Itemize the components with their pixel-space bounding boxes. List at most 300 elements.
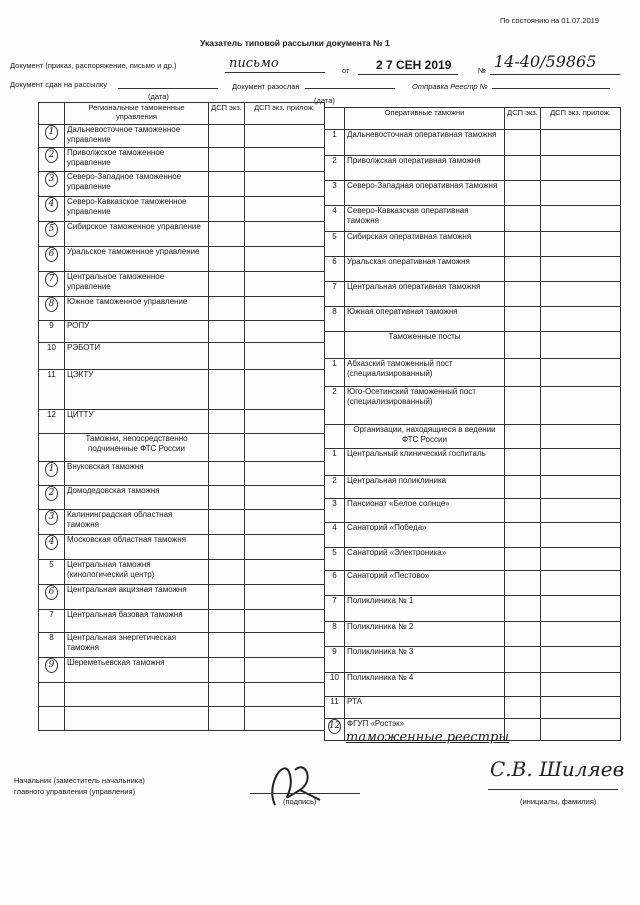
- org-name-cell: Уральская оперативная таможня: [345, 257, 505, 282]
- header-cell-dsp-att: ДСП экз. прилож.: [245, 103, 325, 125]
- row-number: 2: [332, 156, 337, 165]
- org-name-cell: Дальневосточная оперативная таможня: [345, 130, 505, 156]
- dsp-copies-cell: [209, 510, 245, 535]
- section-heading-cell: Таможни, непосредственно подчиненные ФТС России: [65, 434, 209, 462]
- row-number-cell: [325, 387, 345, 425]
- section-heading-cell: Таможенные посты: [345, 332, 505, 359]
- org-name-cell: Шереметьевская таможня: [65, 658, 209, 683]
- row-number-cell: [325, 257, 345, 282]
- row-number: 1: [332, 449, 337, 458]
- org-name-cell: Пансионат «Белое солнце»: [345, 499, 505, 523]
- dsp-attachment-cell: [541, 622, 621, 647]
- signature-caption: (подпись): [283, 797, 317, 806]
- circled-mark: 1: [45, 462, 58, 477]
- row-number-cell: [325, 425, 345, 449]
- org-name-cell: РТА: [345, 697, 505, 719]
- row-number-cell: [39, 683, 65, 707]
- row-number: 11: [47, 370, 56, 379]
- dsp-copies-cell: [209, 172, 245, 197]
- dsp-attachment-cell: [541, 332, 621, 359]
- row-number-cell: [39, 125, 65, 148]
- dsp-attachment-cell: [245, 222, 325, 247]
- row-number: 3: [332, 181, 337, 190]
- row-number-cell: [325, 282, 345, 307]
- row-number: 4: [332, 523, 337, 532]
- name-line: [488, 789, 618, 790]
- dsp-copies-cell: [505, 425, 541, 449]
- row-number: 6: [332, 257, 337, 266]
- row-number-cell: [325, 181, 345, 206]
- dsp-attachment-cell: [245, 486, 325, 510]
- row-number: 8: [332, 622, 337, 631]
- dsp-copies-cell: [505, 282, 541, 307]
- head-label-1: Начальник (заместитель начальника): [14, 776, 145, 785]
- doc-date-field: [358, 60, 458, 75]
- dsp-copies-cell: [505, 332, 541, 359]
- header-cell-num: [325, 108, 345, 130]
- org-name-cell: Сибирская оперативная таможня: [345, 232, 505, 257]
- sent-label: Документ сдан на рассылку: [10, 80, 107, 89]
- row-number-cell: [325, 571, 345, 596]
- dsp-attachment-cell: [245, 585, 325, 610]
- row-number-cell: [39, 370, 65, 410]
- org-name-cell: ЦЭКТУ: [65, 370, 209, 410]
- table-row: [325, 181, 621, 206]
- dsp-copies-cell: [209, 197, 245, 222]
- row-number-cell: [39, 343, 65, 370]
- table-row: [39, 658, 325, 683]
- row-number-cell: [325, 499, 345, 523]
- row-number: 10: [47, 343, 56, 352]
- table-row: [325, 647, 621, 673]
- org-name-cell: Поликлиника № 2: [345, 622, 505, 647]
- row-number-cell: [39, 510, 65, 535]
- dsp-copies-cell: [209, 683, 245, 707]
- table-row: [39, 510, 325, 535]
- dsp-copies-cell: [505, 697, 541, 719]
- dsp-attachment-cell: [541, 257, 621, 282]
- row-number-cell: [39, 560, 65, 585]
- dsp-copies-cell: [209, 125, 245, 148]
- row-number: 5: [49, 560, 54, 569]
- org-name-cell: Абхазский таможенный пост (специализированный): [345, 359, 505, 387]
- row-number: 2: [332, 476, 337, 485]
- dsp-attachment-cell: [541, 232, 621, 257]
- registry-line: [492, 88, 610, 89]
- table-row: [39, 462, 325, 486]
- dsp-attachment-cell: [245, 321, 325, 343]
- org-name-cell: Южное таможенное управление: [65, 297, 209, 321]
- org-name-cell: Северо-Западное таможенное управление: [65, 172, 209, 197]
- row-number-cell: [325, 523, 345, 548]
- org-name-cell: Уральское таможенное управление: [65, 247, 209, 272]
- row-number-cell: [325, 232, 345, 257]
- row-number-cell: [325, 673, 345, 697]
- dsp-copies-cell: [505, 571, 541, 596]
- table-row: [325, 596, 621, 622]
- org-name-cell: Приволжская оперативная таможня: [345, 156, 505, 181]
- dsp-attachment-cell: [245, 510, 325, 535]
- dsp-attachment-cell: [245, 148, 325, 172]
- circled-mark: 6: [45, 585, 58, 600]
- row-number: 5: [332, 232, 337, 241]
- dsp-copies-cell: [505, 387, 541, 425]
- dsp-attachment-cell: [245, 297, 325, 321]
- row-number: 1: [332, 359, 337, 368]
- table-row: [325, 449, 621, 476]
- dsp-attachment-cell: [245, 172, 325, 197]
- dsp-attachment-cell: [245, 633, 325, 658]
- operational-customs-table: [324, 107, 621, 741]
- table-row: [325, 571, 621, 596]
- dsp-copies-cell: [209, 222, 245, 247]
- org-name-cell: ФГУП «Ростэк»: [345, 719, 505, 741]
- dsp-attachment-cell: [541, 499, 621, 523]
- dsp-copies-cell: [209, 535, 245, 560]
- dsp-attachment-cell: [245, 410, 325, 434]
- row-number: 1: [332, 130, 337, 139]
- dsp-attachment-cell: [541, 307, 621, 332]
- dsp-copies-cell: [209, 462, 245, 486]
- row-number-cell: [325, 206, 345, 232]
- dsp-attachment-cell: [541, 523, 621, 548]
- org-name-cell: Московская областная таможня: [65, 535, 209, 560]
- table-row: [39, 370, 325, 410]
- dsp-attachment-cell: [541, 156, 621, 181]
- org-name-cell: Поликлиника № 1: [345, 596, 505, 622]
- org-name-cell: Санаторий «Пестово»: [345, 571, 505, 596]
- row-number: 5: [332, 548, 337, 557]
- table-row: [325, 307, 621, 332]
- dsp-copies-cell: [505, 232, 541, 257]
- dsp-attachment-cell: [245, 535, 325, 560]
- sent-by-line: [305, 88, 395, 89]
- dsp-copies-cell: [505, 622, 541, 647]
- table-row: [39, 172, 325, 197]
- org-name-cell: Северо-Западная оперативная таможня: [345, 181, 505, 206]
- table-row: [325, 425, 621, 449]
- table-row: [325, 622, 621, 647]
- header-cell-num: [39, 103, 65, 125]
- dsp-copies-cell: [209, 585, 245, 610]
- org-name-cell: Центральный клинический госпиталь: [345, 449, 505, 476]
- dsp-copies-cell: [505, 523, 541, 548]
- dsp-copies-cell: [209, 707, 245, 731]
- dsp-copies-cell: [209, 343, 245, 370]
- org-name-cell: [65, 683, 209, 707]
- table-row: [325, 387, 621, 425]
- row-number-cell: [325, 548, 345, 571]
- row-number-cell: [325, 449, 345, 476]
- org-name-cell: Домодедовская таможня: [65, 486, 209, 510]
- table-row: [39, 148, 325, 172]
- date-from-label: от: [342, 66, 350, 75]
- dsp-copies-cell: [209, 297, 245, 321]
- table-row: [39, 560, 325, 585]
- row-number-cell: [325, 307, 345, 332]
- dsp-copies-cell: [209, 434, 245, 462]
- sent-date-line: [118, 88, 218, 89]
- dsp-attachment-cell: [245, 370, 325, 410]
- dsp-copies-cell: [505, 359, 541, 387]
- row-number-cell: [39, 148, 65, 172]
- dsp-copies-cell: [505, 596, 541, 622]
- header-cell-dsp-att: ДСП экз. прилож.: [541, 108, 621, 130]
- dsp-attachment-cell: [541, 719, 621, 741]
- org-name-cell: Приволжское таможенное управление: [65, 148, 209, 172]
- header-cell-name: Оперативные таможни: [345, 108, 505, 130]
- dsp-copies-cell: [209, 410, 245, 434]
- dsp-copies-cell: [209, 370, 245, 410]
- row-number: 8: [49, 633, 54, 642]
- row-number: 8: [332, 307, 337, 316]
- org-name-cell: Центральная энергетическая таможня: [65, 633, 209, 658]
- dsp-copies-cell: [209, 247, 245, 272]
- dsp-copies-cell: [209, 486, 245, 510]
- table-row: [39, 247, 325, 272]
- dsp-attachment-cell: [245, 560, 325, 585]
- table-row: [325, 156, 621, 181]
- circled-mark: 2: [45, 148, 58, 163]
- row-number-cell: [325, 719, 345, 741]
- row-number-cell: [325, 156, 345, 181]
- org-name-cell: Центральная таможня (кинологический центр): [65, 560, 209, 585]
- row-number: 7: [332, 282, 337, 291]
- row-number: 6: [332, 571, 337, 580]
- dsp-copies-cell: [209, 610, 245, 633]
- row-number-cell: [39, 658, 65, 683]
- row-number-cell: [39, 633, 65, 658]
- table-row: [39, 633, 325, 658]
- row-number-cell: [39, 585, 65, 610]
- table-row: [39, 321, 325, 343]
- table-row: [325, 499, 621, 523]
- dsp-attachment-cell: [245, 343, 325, 370]
- table-row: [39, 222, 325, 247]
- org-name-cell: РЭБОТИ: [65, 343, 209, 370]
- table-row: [325, 548, 621, 571]
- table-row: [39, 683, 325, 707]
- row-number-cell: [39, 197, 65, 222]
- row-number-cell: [325, 359, 345, 387]
- dsp-attachment-cell: [245, 125, 325, 148]
- table-row: [325, 206, 621, 232]
- circled-mark: 1: [45, 125, 58, 140]
- doc-type-value: письмо: [229, 56, 279, 71]
- dsp-attachment-cell: [541, 425, 621, 449]
- row-number-cell: [325, 130, 345, 156]
- row-number-cell: [325, 622, 345, 647]
- org-name-cell: Калининградская областная таможня: [65, 510, 209, 535]
- table-row: [39, 610, 325, 633]
- table-row: [39, 197, 325, 222]
- table-row: [325, 130, 621, 156]
- circled-mark: 6: [45, 247, 58, 262]
- org-name-cell: Поликлиника № 4: [345, 673, 505, 697]
- org-name-cell: Центральное таможенное управление: [65, 272, 209, 297]
- dsp-copies-cell: [505, 548, 541, 571]
- dsp-attachment-cell: [245, 658, 325, 683]
- org-name-cell: Поликлиника № 3: [345, 647, 505, 673]
- dsp-attachment-cell: [245, 197, 325, 222]
- org-name-cell: Южная оперативная таможня: [345, 307, 505, 332]
- regional-customs-table: [38, 102, 325, 731]
- dsp-copies-cell: [505, 673, 541, 697]
- page-title: Указатель типовой рассылки документа № 1: [200, 38, 390, 48]
- row-number-cell: [39, 610, 65, 633]
- org-name-cell: Северо-Кавказская оперативная таможня: [345, 206, 505, 232]
- dsp-copies-cell: [209, 658, 245, 683]
- dsp-copies-cell: [505, 449, 541, 476]
- circled-mark: 9: [45, 658, 58, 673]
- circled-mark: 3: [45, 172, 58, 187]
- dsp-copies-cell: [505, 647, 541, 673]
- table-row: [39, 535, 325, 560]
- table-row: [325, 673, 621, 697]
- row-number: 4: [332, 206, 337, 215]
- status-date: По состоянию на 01.07.2019: [500, 16, 599, 25]
- circled-mark: 7: [45, 272, 58, 287]
- org-name-cell: Санаторий «Победа»: [345, 523, 505, 548]
- header-cell-dsp: ДСП экз.: [209, 103, 245, 125]
- dsp-attachment-cell: [245, 683, 325, 707]
- row-number-cell: [325, 647, 345, 673]
- dsp-copies-cell: [505, 206, 541, 232]
- doc-date-stamp: 2 7 СЕН 2019: [376, 58, 452, 72]
- row-number: 2: [332, 387, 337, 396]
- dsp-attachment-cell: [541, 476, 621, 499]
- row-number: 7: [49, 610, 54, 619]
- name-caption: (инициалы, фамилия): [520, 797, 597, 806]
- org-name-cell: ЦИТТУ: [65, 410, 209, 434]
- table-row: [39, 410, 325, 434]
- table-row: [325, 332, 621, 359]
- section-heading-cell: Организации, находящиеся в ведении ФТС России: [345, 425, 505, 449]
- table-header-row: [325, 108, 621, 130]
- table-row: [325, 523, 621, 548]
- org-name-cell: Центральная акцизная таможня: [65, 585, 209, 610]
- row-number-cell: [39, 297, 65, 321]
- org-name-cell: Северо-Кавказское таможенное управление: [65, 197, 209, 222]
- dsp-attachment-cell: [541, 673, 621, 697]
- circled-mark: 12: [328, 719, 341, 734]
- dsp-copies-cell: [505, 719, 541, 741]
- doc-type-label: Документ (приказ, распоряжение, письмо и др.): [10, 61, 177, 70]
- header-cell-dsp: ДСП экз.: [505, 108, 541, 130]
- circled-mark: 3: [45, 510, 58, 525]
- row-number-cell: [325, 697, 345, 719]
- dsp-attachment-cell: [245, 247, 325, 272]
- sent-by-label: Документ разослан: [232, 82, 300, 91]
- org-name-cell: Сибирское таможенное управление: [65, 222, 209, 247]
- row-number: 3: [332, 499, 337, 508]
- org-name-cell: Центральная поликлиника: [345, 476, 505, 499]
- row-number-cell: [39, 410, 65, 434]
- table-row: [39, 125, 325, 148]
- dsp-attachment-cell: [541, 449, 621, 476]
- table-row: [325, 232, 621, 257]
- dsp-attachment-cell: [541, 571, 621, 596]
- table-row: [39, 585, 325, 610]
- circled-mark: 4: [45, 535, 58, 550]
- row-number: 10: [330, 673, 339, 682]
- row-number-cell: [39, 535, 65, 560]
- row-number: 9: [332, 647, 337, 656]
- signature-line: [250, 793, 360, 794]
- dsp-copies-cell: [505, 257, 541, 282]
- table-row: [39, 707, 325, 731]
- dsp-attachment-cell: [245, 272, 325, 297]
- row-number-cell: [325, 476, 345, 499]
- dsp-attachment-cell: [541, 282, 621, 307]
- circled-mark: 8: [45, 297, 58, 312]
- dsp-copies-cell: [505, 181, 541, 206]
- dsp-copies-cell: [505, 307, 541, 332]
- doc-number-field: [490, 52, 620, 75]
- row-number-cell: [39, 272, 65, 297]
- table-row: [325, 282, 621, 307]
- row-number-cell: [39, 321, 65, 343]
- row-number-cell: [39, 247, 65, 272]
- registry-label: Отправка Реестр №: [412, 82, 488, 91]
- handwritten-note: таможенные реестры: [346, 730, 509, 745]
- table-row: [325, 697, 621, 719]
- circled-mark: 2: [45, 486, 58, 501]
- doc-number-label: №: [478, 66, 487, 75]
- name-handwritten: С.В. Шиляев: [490, 757, 625, 781]
- table-row: [325, 359, 621, 387]
- circled-mark: 4: [45, 197, 58, 212]
- dsp-attachment-cell: [245, 434, 325, 462]
- table-row: [39, 486, 325, 510]
- dsp-attachment-cell: [541, 548, 621, 571]
- table-row: [39, 434, 325, 462]
- row-number: 12: [47, 410, 56, 419]
- dsp-attachment-cell: [245, 707, 325, 731]
- row-number-cell: [39, 707, 65, 731]
- row-number-cell: [325, 596, 345, 622]
- dsp-attachment-cell: [541, 387, 621, 425]
- row-number-cell: [39, 486, 65, 510]
- table-row: [325, 257, 621, 282]
- row-number-cell: [39, 172, 65, 197]
- dsp-attachment-cell: [245, 610, 325, 633]
- dsp-copies-cell: [209, 148, 245, 172]
- org-name-cell: Юго-Осетинский таможенный пост (специализированный): [345, 387, 505, 425]
- circled-mark: 5: [45, 222, 58, 237]
- row-number: 9: [49, 321, 54, 330]
- dsp-attachment-cell: [245, 462, 325, 486]
- org-name-cell: РОПУ: [65, 321, 209, 343]
- dsp-attachment-cell: [541, 181, 621, 206]
- dsp-copies-cell: [209, 272, 245, 297]
- date-caption-right: (дата): [314, 96, 335, 105]
- doc-number-value: 14-40/59865: [494, 52, 597, 71]
- dsp-copies-cell: [505, 156, 541, 181]
- dsp-copies-cell: [505, 130, 541, 156]
- org-name-cell: [65, 707, 209, 731]
- org-name-cell: Дальневосточное таможенное управление: [65, 125, 209, 148]
- dsp-attachment-cell: [541, 130, 621, 156]
- dsp-copies-cell: [505, 476, 541, 499]
- row-number-cell: [39, 462, 65, 486]
- date-caption-left: (дата): [148, 92, 169, 101]
- table-row: [39, 343, 325, 370]
- dsp-attachment-cell: [541, 697, 621, 719]
- header-cell-name: Региональные таможенные управления: [65, 103, 209, 125]
- doc-type-field: [225, 56, 325, 73]
- dsp-copies-cell: [209, 321, 245, 343]
